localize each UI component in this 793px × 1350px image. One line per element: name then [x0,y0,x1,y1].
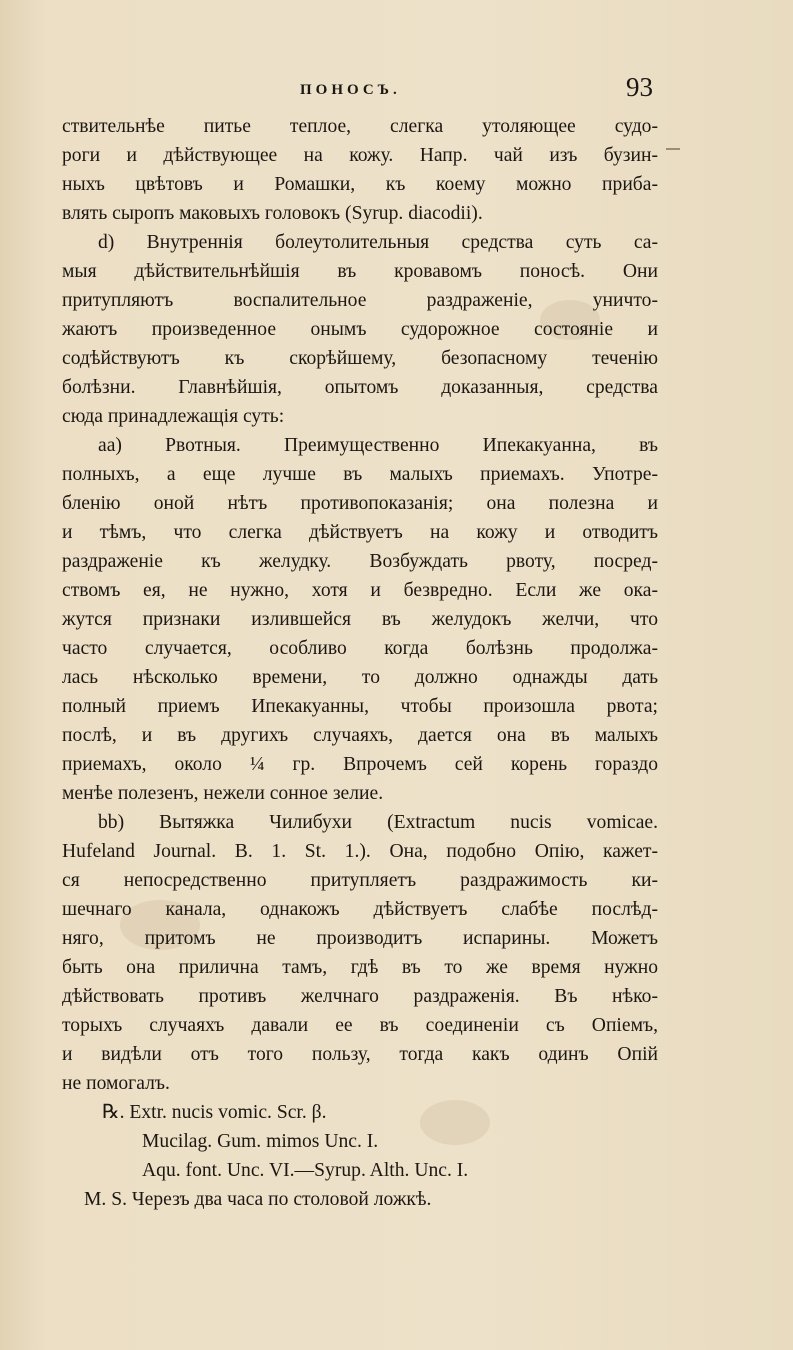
text-line: и тѣмъ, что слегка дѣйствуетъ на кожу и отводитъ [62,522,658,543]
text-line: менѣе полезенъ, нежели сонное зелие. [62,783,384,804]
text-line: дѣйствовать противъ желчнаго раздраженія. Въ нѣко- [62,986,658,1007]
text-line: ся непосредственно притупляетъ раздражимость ки- [62,870,658,891]
text-line: сюда принадлежащія суть: [62,406,285,427]
text-line: приемахъ, около ¼ гр. Впрочемъ сей корень гораздо [62,754,658,775]
text-line: полныхъ, а еще лучше въ малыхъ приемахъ. Употре- [62,464,658,485]
text-line: послѣ, и въ другихъ случаяхъ, дается она въ малыхъ [62,725,658,746]
text-line: aa) Рвотныя. Преимущественно Ипекакуанна, въ [98,435,658,456]
text-line: жаютъ произведенное онымъ судорожное состояніе и [62,319,658,340]
text-line: раздраженіе къ желудку. Возбуждать рвоту, посред- [62,551,658,572]
text-line: болѣзни. Главнѣйшія, опытомъ доказанныя, средства [62,377,658,398]
text-line: ствомъ ея, не нужно, хотя и безвредно. Если же ока- [62,580,658,601]
margin-mark [666,148,680,150]
text-line: влять сыропъ маковыхъ головокъ (Syrup. diacodii). [62,203,483,224]
text-line: d) Внутреннія болеутолительныя средства суть са- [98,232,658,253]
text-line: bb) Вытяжка Чилибухи (Extractum nucis vomicae. [98,812,658,833]
prescription-signature: M. S. Черезъ два часа по столовой ложкѣ. [84,1189,432,1210]
text-line: мыя дѣйствительнѣйшія въ кровавомъ поносѣ. Они [62,261,658,282]
text-line: и видѣли отъ того пользу, тогда какъ одинъ Опій [62,1044,658,1065]
prescription-line: ℞. Extr. nucis vomic. Scr. β. [102,1102,327,1123]
text-line: притупляютъ воспалительное раздраженіе, уничто- [62,290,658,311]
paragraph-lines [62,112,658,1098]
text-line: бленію оной нѣтъ противопоказанія; она полезна и [62,493,658,514]
text-line: шечнаго канала, однакожъ дѣйствуетъ слабѣе послѣд- [62,899,658,920]
page-header [0,72,793,112]
text-line: содѣйствуютъ къ скорѣйшему, безопасному теченію [62,348,658,369]
text-line: часто случается, особливо когда болѣзнь продолжа- [62,638,658,659]
text-line: лась нѣсколько времени, то должно однажды дать [62,667,658,688]
text-line: роги и дѣйствующее на кожу. Напр. чай изъ бузин- [62,145,658,166]
text-line: няго, притомъ не производитъ испарины. Можетъ [62,928,658,949]
text-line: торыхъ случаяхъ давали ее въ соединеніи съ Опіемъ, [62,1015,658,1036]
text-line: не помогалъ. [62,1073,170,1094]
running-head: ПОНОСЪ. [300,82,401,98]
text-line: Hufeland Journal. B. 1. St. 1.). Она, подобно Опію, кажет- [62,841,658,862]
prescription-line: Mucilag. Gum. mimos Unc. I. [142,1131,379,1152]
text-line: ныхъ цвѣтовъ и Ромашки, къ коему можно приба- [62,174,658,195]
page-number: 93 [626,72,653,102]
text-line: ствительнѣе питье теплое, слегка утоляющее судо- [62,116,658,137]
prescription-line: Aqu. font. Unc. VI.—Syrup. Alth. Unc. I. [142,1160,469,1181]
body-text [62,112,658,1214]
text-line: жутся признаки излившейся въ желудокъ желчи, что [62,609,658,630]
text-line: быть она прилична тамъ, гдѣ въ то же время нужно [62,957,658,978]
text-line: полный приемъ Ипекакуанны, чтобы произошла рвота; [62,696,658,717]
